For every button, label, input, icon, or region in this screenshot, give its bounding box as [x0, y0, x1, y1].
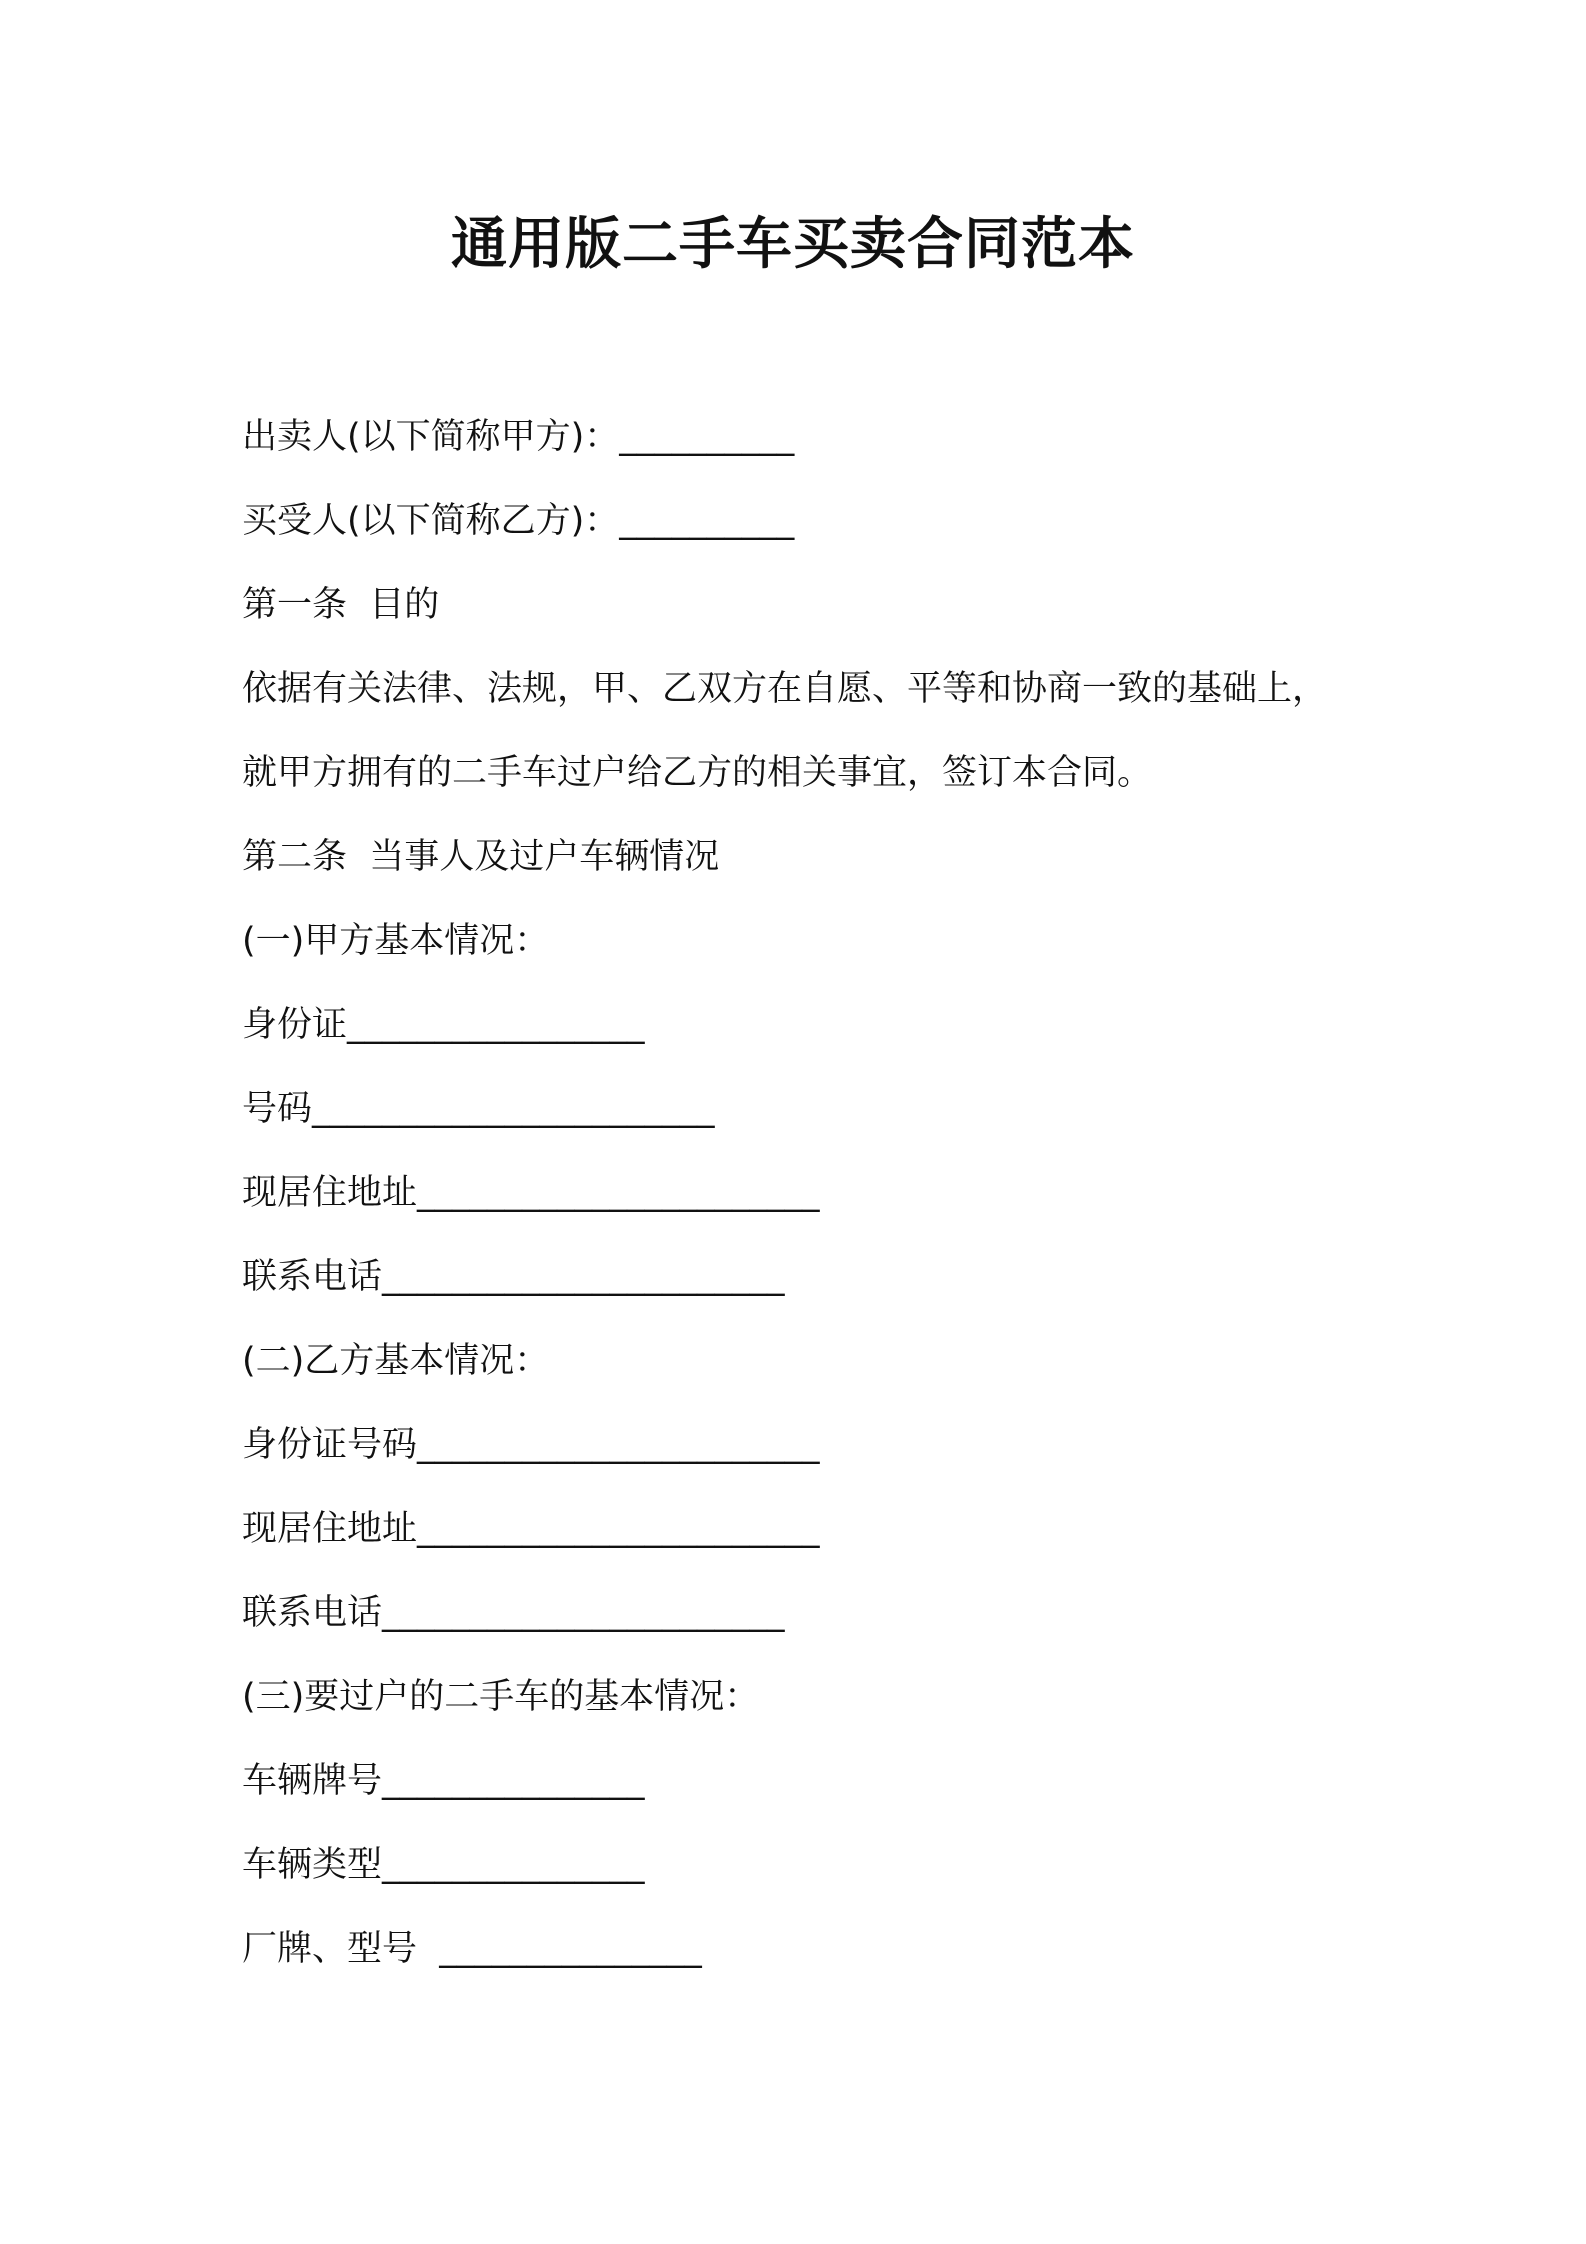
vehicle-brand-model-field: 厂牌、型号 _______________ — [242, 1929, 702, 1969]
buyer-line: 买受人(以下简称乙方)：__________ — [242, 501, 795, 541]
article-1-text-1: 依据有关法律、法规，甲、乙双方在自愿、平等和协商一致的基础上， — [242, 669, 1328, 709]
party-b-address-field: 现居住地址_______________________ — [242, 1509, 820, 1549]
vehicle-plate-field: 车辆牌号_______________ — [242, 1761, 645, 1801]
party-b-phone-field: 联系电话_______________________ — [242, 1593, 785, 1633]
vehicle-type-field: 车辆类型_______________ — [242, 1845, 645, 1885]
party-a-number-field: 号码_______________________ — [242, 1089, 715, 1129]
party-b-id-number-field: 身份证号码_______________________ — [242, 1425, 820, 1465]
article-1-text-2: 就甲方拥有的二手车过户给乙方的相关事宜，签订本合同。 — [242, 753, 1153, 793]
article-1-heading: 第一条 目的 — [242, 585, 440, 625]
vehicle-section-heading: (三)要过户的二手车的基本情况： — [242, 1677, 760, 1717]
party-a-section-heading: (一)甲方基本情况： — [242, 921, 550, 961]
document-title: 通用版二手车买卖合同范本 — [451, 212, 1135, 277]
party-b-section-heading: (二)乙方基本情况： — [242, 1341, 550, 1381]
party-a-phone-field: 联系电话_______________________ — [242, 1257, 785, 1297]
party-a-id-field: 身份证_________________ — [242, 1005, 645, 1045]
article-2-heading: 第二条 当事人及过户车辆情况 — [242, 837, 720, 877]
seller-line: 出卖人(以下简称甲方)：__________ — [242, 417, 795, 457]
party-a-address-field: 现居住地址_______________________ — [242, 1173, 820, 1213]
